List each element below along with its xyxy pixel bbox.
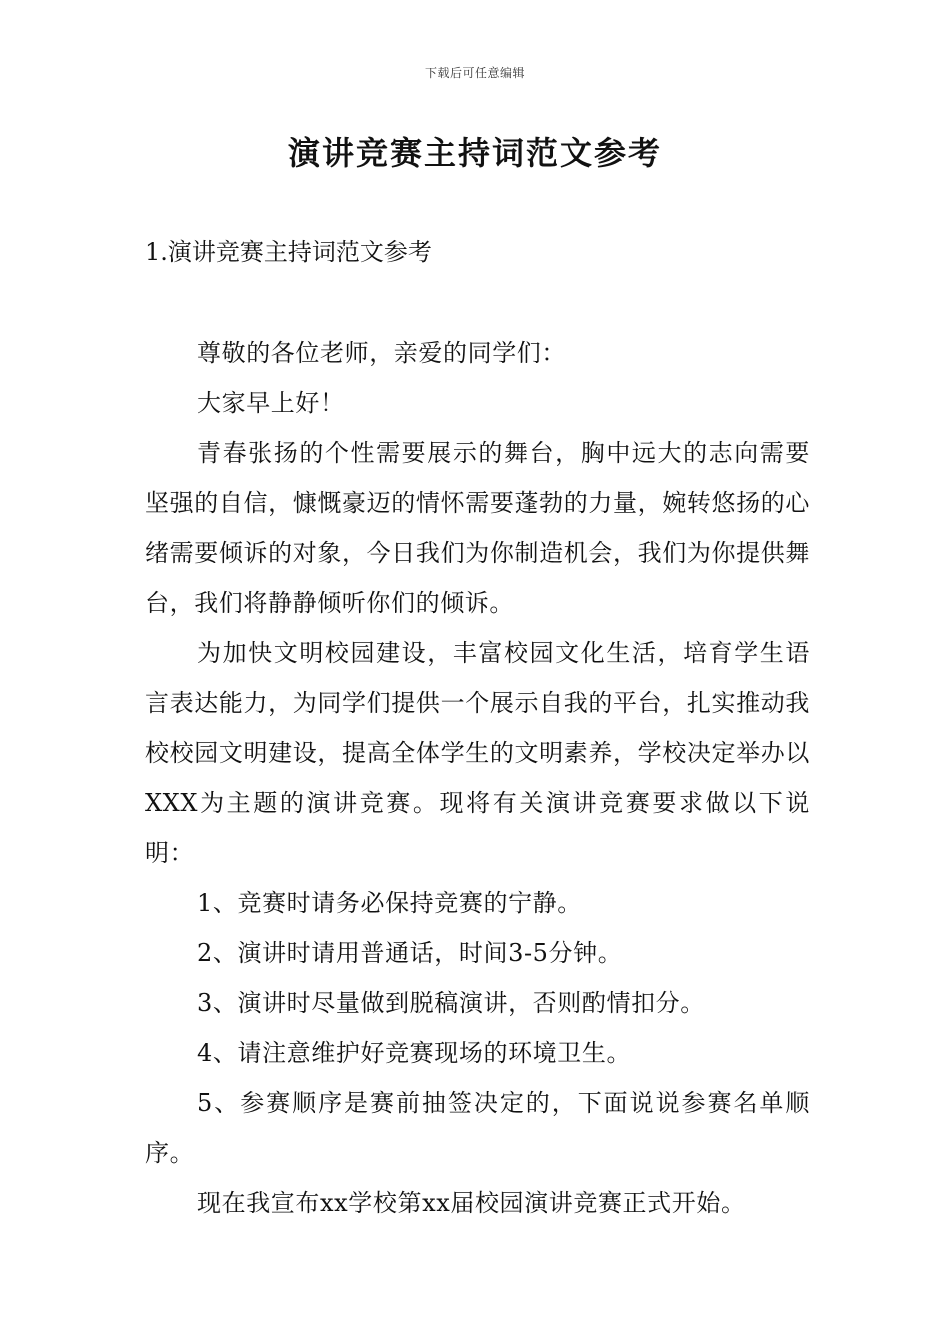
rule-item-1: 1、竞赛时请务必保持竞赛的宁静。 — [197, 889, 582, 917]
section-heading: 1.演讲竞赛主持词范文参考 — [145, 238, 432, 266]
paragraph-salutation: 大家早上好！ — [197, 389, 345, 417]
rule-item-4: 4、请注意维护好竞赛现场的环境卫生。 — [197, 1039, 632, 1067]
document-title: 演讲竞赛主持词范文参考 — [287, 134, 662, 172]
paragraph-purpose: 为加快文明校园建设，丰富校园文化生活，培育学生语言表达能力，为同学们提供一个展示自我的平台，扎实推动我校校园文明建设，提高全体学生的文明素养，学校决定举办以XXX为主题的演讲竞赛。现将有关演讲竞赛要求做以下说明： — [145, 639, 810, 867]
paragraph-intro: 青春张扬的个性需要展示的舞台，胸中远大的志向需要坚强的自信，慷慨豪迈的情怀需要蓬勃的力量，婉转悠扬的心绪需要倾诉的对象，今日我们为你制造机会，我们为你提供舞台，我们将静静倾听你们的倾诉。 — [145, 439, 810, 617]
document-body — [145, 328, 810, 1228]
rule-item-3: 3、演讲时尽量做到脱稿演讲，否则酌情扣分。 — [197, 989, 705, 1017]
paragraph-opening: 现在我宣布xx学校第xx届校园演讲竞赛正式开始。 — [197, 1189, 746, 1217]
header-note: 下载后可任意编辑 — [424, 66, 525, 80]
rule-item-5: 5、参赛顺序是赛前抽签决定的，下面说说参赛名单顺序。 — [145, 1089, 810, 1167]
paragraph-greeting: 尊敬的各位老师，亲爱的同学们： — [197, 339, 566, 367]
rule-item-2: 2、演讲时请用普通话，时间3-5分钟。 — [197, 939, 623, 967]
